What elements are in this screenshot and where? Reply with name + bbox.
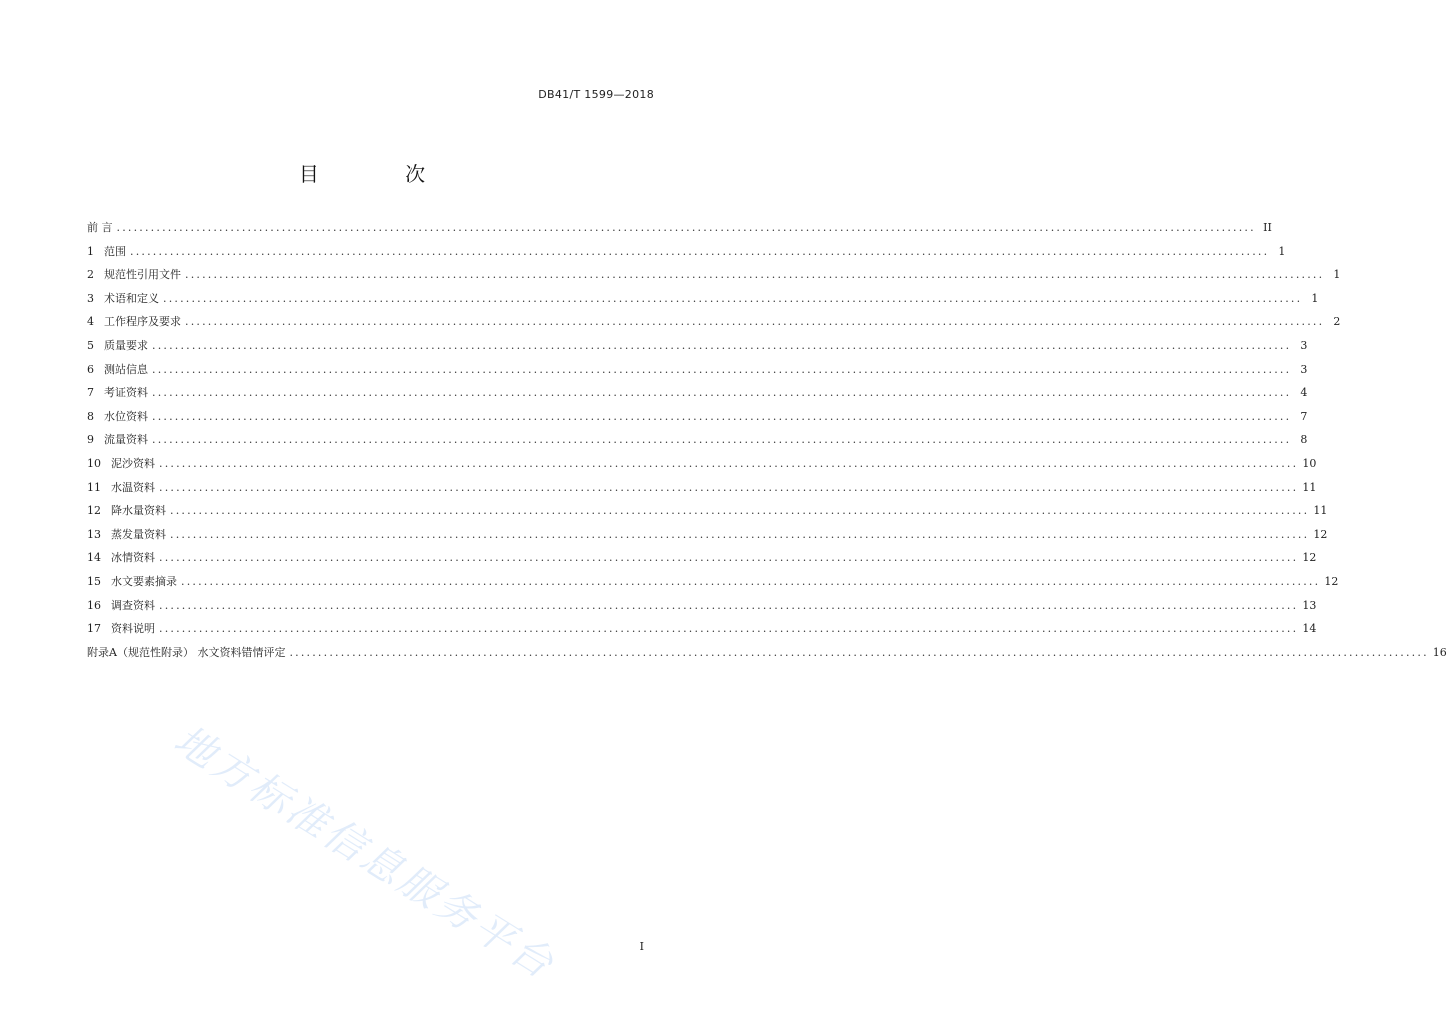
toc-entry-page: 11 [1302,480,1317,494]
toc-entry-number: 17 [87,622,101,636]
toc-entry-number: 6 [87,362,94,376]
toc-entry-number: 7 [87,386,94,400]
toc-dot-leader: ........................................................................................................................................................................................................ [116,221,1256,234]
toc-entry-label: 术语和定义 [104,291,159,305]
toc-entry-label: 考证资料 [104,386,148,400]
toc-entry-label: 规范性引用文件 [104,268,181,282]
toc-entry-number: 2 [87,268,94,282]
toc-entry-label: 范围 [104,244,126,258]
toc-entry[interactable] [87,617,1317,641]
toc-entry[interactable] [87,405,1308,429]
toc-entry-label: 冰情资料 [111,551,155,565]
toc-entry-page: 2 [1333,315,1341,329]
toc-dot-leader: ........................................................................................................................................................................................................ [159,551,1299,565]
toc-entry[interactable] [87,310,1341,334]
toc-entry[interactable] [87,358,1308,382]
toc-entry[interactable] [87,499,1328,523]
toc-entry-page: 1 [1333,268,1341,282]
toc-entry-number: 8 [87,409,94,423]
toc-dot-leader: ........................................................................................................................................................................................................ [152,362,1292,376]
toc-entry-page: 16 [1432,645,1447,659]
toc-entry[interactable] [87,452,1317,476]
toc-entry-page: 3 [1300,362,1308,376]
toc-dot-leader: ........................................................................................................................................................................................................ [170,527,1310,541]
toc-entry-number: 11 [87,480,101,494]
toc-dot-leader: ........................................................................................................................................................................................................ [163,291,1303,305]
toc-entry-number: 3 [87,291,94,305]
toc-dot-leader: ........................................................................................................................................................................................................ [289,645,1429,659]
document-code: DB41/T 1599—2018 [538,88,654,101]
toc-entry[interactable] [87,546,1317,570]
toc-title: 目 次 [298,162,466,186]
toc-entry[interactable] [87,570,1339,594]
toc-dot-leader: ........................................................................................................................................................................................................ [152,433,1292,447]
toc-entry-page: 10 [1302,456,1317,470]
toc-entry-page: 1 [1278,244,1286,258]
toc-entry-number: 9 [87,433,94,447]
toc-entry-number: 4 [87,315,94,329]
watermark: 地方标准信息服务平台 [165,716,564,990]
toc-entry-label: 泥沙资料 [111,456,155,470]
toc-dot-leader: ........................................................................................................................................................................................................ [170,504,1310,518]
toc-entry-number: 14 [87,551,101,565]
page-number: I [639,940,644,953]
toc-entry-label: 蒸发量资料 [111,527,166,541]
toc-entry-page: 1 [1311,291,1319,305]
toc-entry-page: 14 [1302,622,1317,636]
toc-entry-number: 16 [87,598,101,612]
toc-entry[interactable] [87,428,1308,452]
toc-entry[interactable] [87,216,1272,240]
toc-entry-page: 12 [1313,527,1328,541]
toc-dot-leader: ........................................................................................................................................................................................................ [159,598,1299,612]
toc-entry[interactable] [87,641,1447,665]
toc-entry-number: 13 [87,527,101,541]
toc-entry-label: 水文要素摘录 [111,574,177,588]
toc-entry-page: 4 [1300,386,1308,400]
toc-entry[interactable] [87,263,1341,287]
toc-entry-label: 水温资料 [111,480,155,494]
toc-entry-number: 15 [87,574,101,588]
toc-entry-page: 12 [1324,574,1339,588]
toc-entry-number: 1 [87,244,94,258]
toc-entry-number: 5 [87,338,94,352]
toc-entry-page: 13 [1302,598,1317,612]
toc-entry[interactable] [87,381,1308,405]
toc-entry-label: 水位资料 [104,409,148,423]
toc-dot-leader: ........................................................................................................................................................................................................ [130,244,1270,258]
toc-entry[interactable] [87,594,1317,618]
toc-entry-page: II [1263,221,1272,234]
toc-dot-leader: ........................................................................................................................................................................................................ [159,456,1299,470]
toc-entry-label: 流量资料 [104,433,148,447]
toc-entry[interactable] [87,476,1317,500]
toc-dot-leader: ........................................................................................................................................................................................................ [185,315,1325,329]
toc-dot-leader: ........................................................................................................................................................................................................ [152,386,1292,400]
toc-entry-label: 测站信息 [104,362,148,376]
toc-dot-leader: ........................................................................................................................................................................................................ [159,480,1299,494]
toc-entry-label: 降水量资料 [111,504,166,518]
toc-entry[interactable] [87,334,1308,358]
toc-dot-leader: ........................................................................................................................................................................................................ [152,409,1292,423]
toc-dot-leader: ........................................................................................................................................................................................................ [185,268,1325,282]
toc-entry-label: 附录A（规范性附录） 水文资料错情评定 [87,645,286,659]
toc-entry[interactable] [87,287,1319,311]
toc-entry-label: 工作程序及要求 [104,315,181,329]
table-of-contents [87,216,1447,664]
toc-dot-leader: ........................................................................................................................................................................................................ [159,622,1299,636]
toc-entry-page: 3 [1300,338,1308,352]
toc-dot-leader: ........................................................................................................................................................................................................ [181,574,1321,588]
toc-entry[interactable] [87,240,1286,264]
toc-entry-label: 资料说明 [111,622,155,636]
toc-dot-leader: ........................................................................................................................................................................................................ [152,338,1292,352]
toc-entry-page: 7 [1300,409,1308,423]
toc-entry-number: 12 [87,504,101,518]
toc-entry-label: 质量要求 [104,338,148,352]
toc-entry-page: 11 [1313,504,1328,518]
toc-entry-page: 12 [1302,551,1317,565]
toc-entry-number: 10 [87,456,101,470]
toc-entry-label: 前 言 [87,221,113,234]
toc-entry-label: 调查资料 [111,598,155,612]
toc-entry-page: 8 [1300,433,1308,447]
toc-entry[interactable] [87,523,1328,547]
